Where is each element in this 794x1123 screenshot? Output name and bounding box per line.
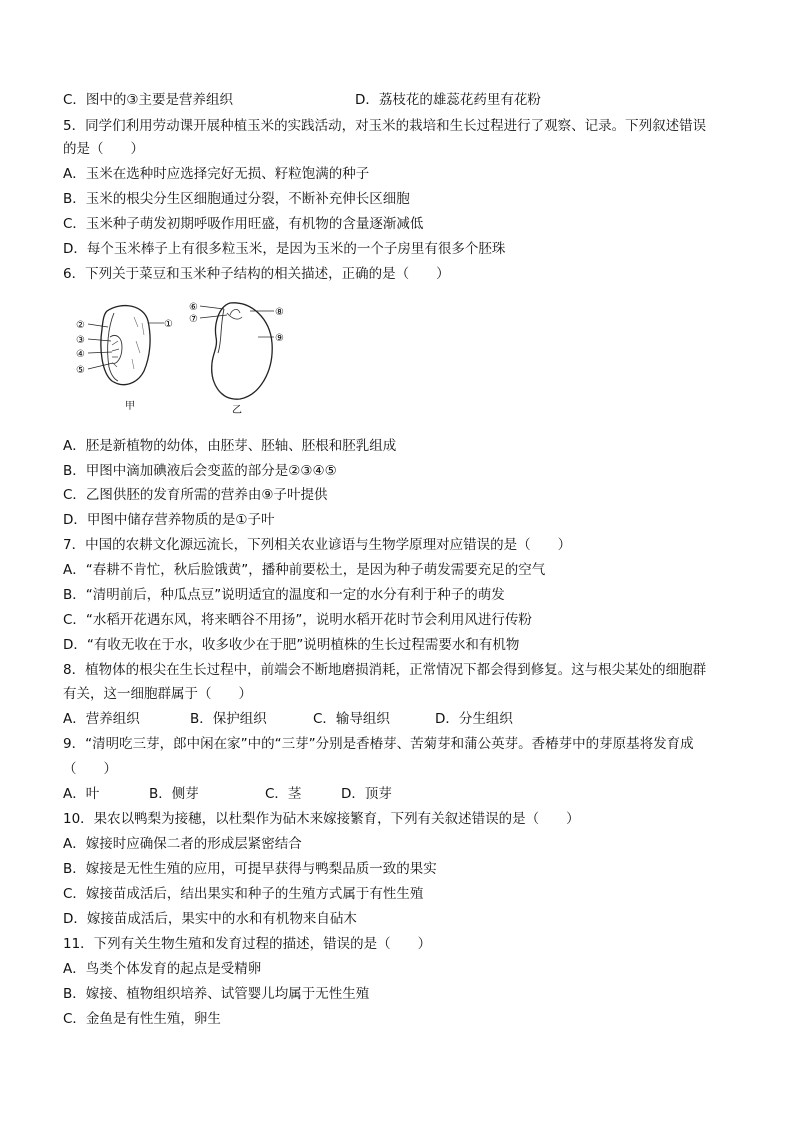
- q6-option-b: B．甲图中滴加碘液后会变蓝的部分是②③④⑤: [63, 463, 337, 479]
- q8-option-d: D．分生组织: [435, 711, 513, 727]
- q6-option-d: D．甲图中储存营养物质的是①子叶: [63, 512, 275, 528]
- q9-option-b: B．侧芽: [149, 786, 199, 802]
- q9-stem-line-2: （ ）: [63, 761, 117, 777]
- jia-marker-2: ②: [76, 320, 85, 331]
- yi-label: 乙: [232, 405, 242, 416]
- q10-option-d: D．嫁接苗成活后，果实中的水和有机物来自砧木: [63, 911, 357, 927]
- corn-seed-diagram: [76, 306, 173, 412]
- q5-stem-line-2: 的是（ ）: [63, 141, 144, 157]
- jia-marker-4: ④: [76, 349, 85, 360]
- q5-option-b: B．玉米的根尖分生区细胞通过分裂，不断补充伸长区细胞: [63, 191, 410, 207]
- yi-marker-7: ⑦: [189, 314, 198, 325]
- q11-option-b: B．嫁接、植物组织培养、试管婴儿均属于无性生殖: [63, 986, 370, 1002]
- q8-stem-line-1: 8．植物体的根尖在生长过程中，前端会不断地磨损消耗，正常情况下都会得到修复。这与根尖某处的细胞群: [63, 662, 707, 678]
- q6-stem: 6．下列关于菜豆和玉米种子结构的相关描述，正确的是（ ）: [63, 266, 450, 282]
- q7-stem: 7．中国的农耕文化源远流长，下列相关农业谚语与生物学原理对应错误的是（ ）: [63, 537, 572, 553]
- q7-option-a: A．“春耕不肯忙，秋后脸饿黄”，播种前要松土，是因为种子萌发需要充足的空气: [63, 562, 546, 578]
- q7-option-d: D．“有收无收在于水，收多收少在于肥”说明植株的生长过程需要水和有机物: [63, 637, 520, 653]
- q5-option-a: A．玉米在选种时应选择完好无损、籽粒饱满的种子: [63, 166, 370, 182]
- q9-option-a: A．叶: [63, 786, 100, 802]
- q5-option-d: D．每个玉米棒子上有很多粒玉米，是因为玉米的一个子房里有很多个胚珠: [63, 241, 506, 257]
- q10-option-b: B．嫁接是无性生殖的应用，可提早获得与鸭梨品质一致的果实: [63, 861, 437, 877]
- q4-option-c: C．图中的③主要是营养组织: [63, 92, 234, 108]
- q4-option-d: D．荔枝花的雄蕊花药里有花粉: [355, 92, 541, 108]
- jia-label: 甲: [125, 401, 135, 412]
- q5-stem-line-1: 5．同学们利用劳动课开展种植玉米的实践活动，对玉米的栽培和生长过程进行了观察、记录。下列叙述错误: [63, 118, 707, 134]
- q8-option-b: B．保护组织: [190, 711, 267, 727]
- seed-structure-figure: [72, 297, 302, 422]
- q9-option-c: C．茎: [265, 786, 302, 802]
- q7-option-c: C．“水稻开花遇东风，将来晒谷不用扬”，说明水稻开花时节会利用风进行传粉: [63, 612, 532, 628]
- jia-marker-3: ③: [76, 335, 85, 346]
- q8-option-c: C．输导组织: [313, 711, 390, 727]
- jia-marker-5: ⑤: [76, 365, 85, 376]
- q6-option-a: A．胚是新植物的幼体，由胚芽、胚轴、胚根和胚乳组成: [63, 438, 397, 454]
- q9-option-d: D．顶芽: [341, 786, 392, 802]
- yi-marker-9: ⑨: [275, 333, 284, 344]
- yi-marker-6: ⑥: [189, 302, 198, 313]
- q10-stem: 10．果农以鸭梨为接穗，以杜梨作为砧木来嫁接繁育，下列有关叙述错误的是（ ）: [63, 811, 580, 827]
- yi-marker-8: ⑧: [275, 307, 284, 318]
- bean-seed-diagram: [189, 302, 284, 416]
- q6-option-c: C．乙图供胚的发育所需的营养由⑨子叶提供: [63, 487, 328, 503]
- q10-option-a: A．嫁接时应确保二者的形成层紧密结合: [63, 836, 302, 852]
- q5-option-c: C．玉米种子萌发初期呼吸作用旺盛，有机物的含量逐渐减低: [63, 216, 424, 232]
- q7-option-b: B．“清明前后，种瓜点豆”说明适宜的温度和一定的水分有利于种子的萌发: [63, 587, 505, 603]
- jia-marker-1: ①: [164, 319, 173, 330]
- q11-option-a: A．鸟类个体发育的起点是受精卵: [63, 961, 262, 977]
- q11-option-c: C．金鱼是有性生殖，卵生: [63, 1011, 221, 1027]
- q11-stem: 11．下列有关生物生殖和发育过程的描述，错误的是（ ）: [63, 936, 432, 952]
- q8-stem-line-2: 有关，这一细胞群属于（ ）: [63, 686, 252, 702]
- q9-stem-line-1: 9．“清明吃三芽，郎中闲在家”中的“三芽”分别是香椿芽、苦菊芽和蒲公英芽。香椿芽中的芽原基将发育成: [63, 736, 694, 752]
- q8-option-a: A．营养组织: [63, 711, 140, 727]
- q10-option-c: C．嫁接苗成活后，结出果实和种子的生殖方式属于有性生殖: [63, 886, 424, 902]
